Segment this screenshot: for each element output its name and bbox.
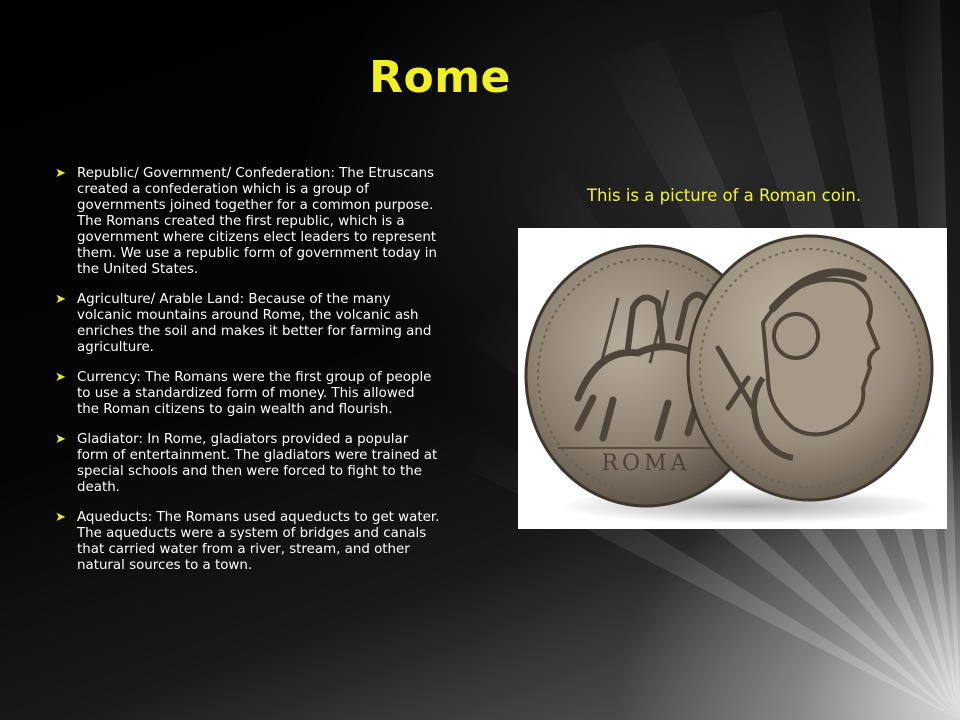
arrowhead-bullet-icon: ➤ xyxy=(55,292,66,307)
coin-inscription: ROMA xyxy=(601,451,691,476)
bullet-item-currency xyxy=(55,370,440,418)
bullet-text: Republic/ Government/ Confederation: The Etruscans created a confederation which is a group of governments joined together for a common purpose. The Romans created the first republic, which is a government where citizens elect leaders to represent them. We use a republic form of government today in the United States. xyxy=(77,166,437,277)
bullet-item-gladiator xyxy=(55,432,440,496)
roman-coin-image xyxy=(518,228,947,529)
bullet-list xyxy=(55,166,440,588)
bullet-text: Aqueducts: The Romans used aqueducts to get water. The aqueducts were a system of bridges and canals that carried water from a river, stream, and other natural sources to a town. xyxy=(77,510,440,573)
arrowhead-bullet-icon: ➤ xyxy=(55,510,66,525)
slide-title: Rome xyxy=(369,52,511,103)
coin-illustration xyxy=(518,228,947,529)
bullet-text: Agriculture/ Arable Land: Because of the many volcanic mountains around Rome, the volcanic ash enriches the soil and makes it better for farming and agriculture. xyxy=(77,292,432,355)
arrowhead-bullet-icon: ➤ xyxy=(55,166,66,181)
bullet-item-agriculture xyxy=(55,292,440,356)
bullet-text: Currency: The Romans were the first group of people to use a standardized form of money. This allowed the Roman citizens to gain wealth and flourish. xyxy=(77,370,432,417)
arrowhead-bullet-icon: ➤ xyxy=(55,432,66,447)
coin-obverse-head xyxy=(688,236,932,500)
bullet-item-republic xyxy=(55,166,440,278)
bullet-item-aqueducts xyxy=(55,510,440,574)
arrowhead-bullet-icon: ➤ xyxy=(55,370,66,385)
bullet-text: Gladiator: In Rome, gladiators provided a popular form of entertainment. The gladiators were trained at special schools and then were forced to fight to the death. xyxy=(77,432,438,495)
image-caption: This is a picture of a Roman coin. xyxy=(586,186,862,205)
